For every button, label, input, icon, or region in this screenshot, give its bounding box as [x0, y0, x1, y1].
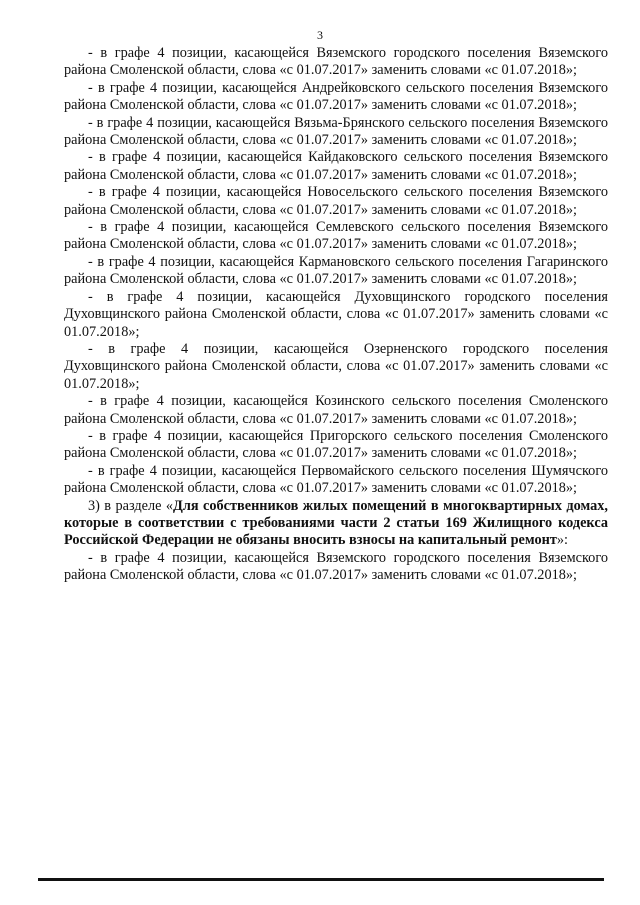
amendment-paragraph: - в графе 4 позиции, касающейся Кармановского сельского поселения Гагаринского района Смоленской области, слова «с 01.07.2017» заменить словами «с 01.07.2018»; — [64, 253, 608, 288]
amendment-paragraph: - в графе 4 позиции, касающейся Пригорского сельского поселения Смоленского района Смоленской области, слова «с 01.07.2017» заменить словами «с 01.07.2018»; — [64, 427, 608, 462]
amendment-paragraph: - в графе 4 позиции, касающейся Андрейковского сельского поселения Вяземского района Смоленской области, слова «с 01.07.2017» заменить словами «с 01.07.2018»; — [64, 79, 608, 114]
amendment-paragraph: - в графе 4 позиции, касающейся Первомайского сельского поселения Шумячского района Смоленской области, слова «с 01.07.2017» заменить словами «с 01.07.2018»; — [64, 462, 608, 497]
document-body — [64, 45, 608, 585]
amendment-paragraph: - в графе 4 позиции, касающейся Вязьма-Брянского сельского поселения Вяземского района Смоленской области, слова «с 01.07.2017» заменить словами «с 01.07.2018»; — [64, 114, 608, 149]
bottom-rule — [38, 878, 604, 881]
section-3-heading — [64, 498, 608, 550]
amendment-paragraph: - в графе 4 позиции, касающейся Кайдаковского сельского поселения Вяземского района Смоленской области, слова «с 01.07.2017» заменить словами «с 01.07.2018»; — [64, 149, 608, 183]
section-3-title: Для собственников жилых помещений в многоквартирных домах, которые в соответствии с требованиями части 2 статьи 169 Жилищного кодекса Российской Федерации не обязаны вносить взносы на капитальный ремонт — [64, 497, 608, 549]
amendment-paragraph: - в графе 4 позиции, касающейся Вяземского городского поселения Вяземского района Смоленской области, слова «с 01.07.2017» заменить словами «с 01.07.2018»; — [64, 549, 608, 584]
amendment-paragraph: - в графе 4 позиции, касающейся Семлевского сельского поселения Вяземского района Смоленской области, слова «с 01.07.2017» заменить словами «с 01.07.2018»; — [64, 219, 608, 253]
amendment-paragraph: - в графе 4 позиции, касающейся Новосельского сельского поселения Вяземского района Смоленской области, слова «с 01.07.2017» заменить словами «с 01.07.2018»; — [64, 184, 608, 218]
amendment-paragraph: - в графе 4 позиции, касающейся Озерненского городского поселения Духовщинского района Смоленской области, слова «с 01.07.2017» заменить словами «с 01.07.2018»; — [64, 340, 608, 392]
amendment-paragraph: - в графе 4 позиции, касающейся Вяземского городского поселения Вяземского района Смоленской области, слова «с 01.07.2017» заменить словами «с 01.07.2018»; — [64, 45, 608, 79]
page-number: 3 — [317, 28, 323, 42]
section-3-lead: 3) в разделе « — [88, 497, 173, 514]
section-3-tail: »: — [556, 532, 568, 549]
amendment-paragraph: - в графе 4 позиции, касающейся Духовщинского городского поселения Духовщинского района Смоленской области, слова «с 01.07.2017» заменить словами «с 01.07.2018»; — [64, 288, 608, 340]
amendment-paragraph: - в графе 4 позиции, касающейся Козинского сельского поселения Смоленского района Смоленской области, слова «с 01.07.2017» заменить словами «с 01.07.2018»; — [64, 393, 608, 427]
